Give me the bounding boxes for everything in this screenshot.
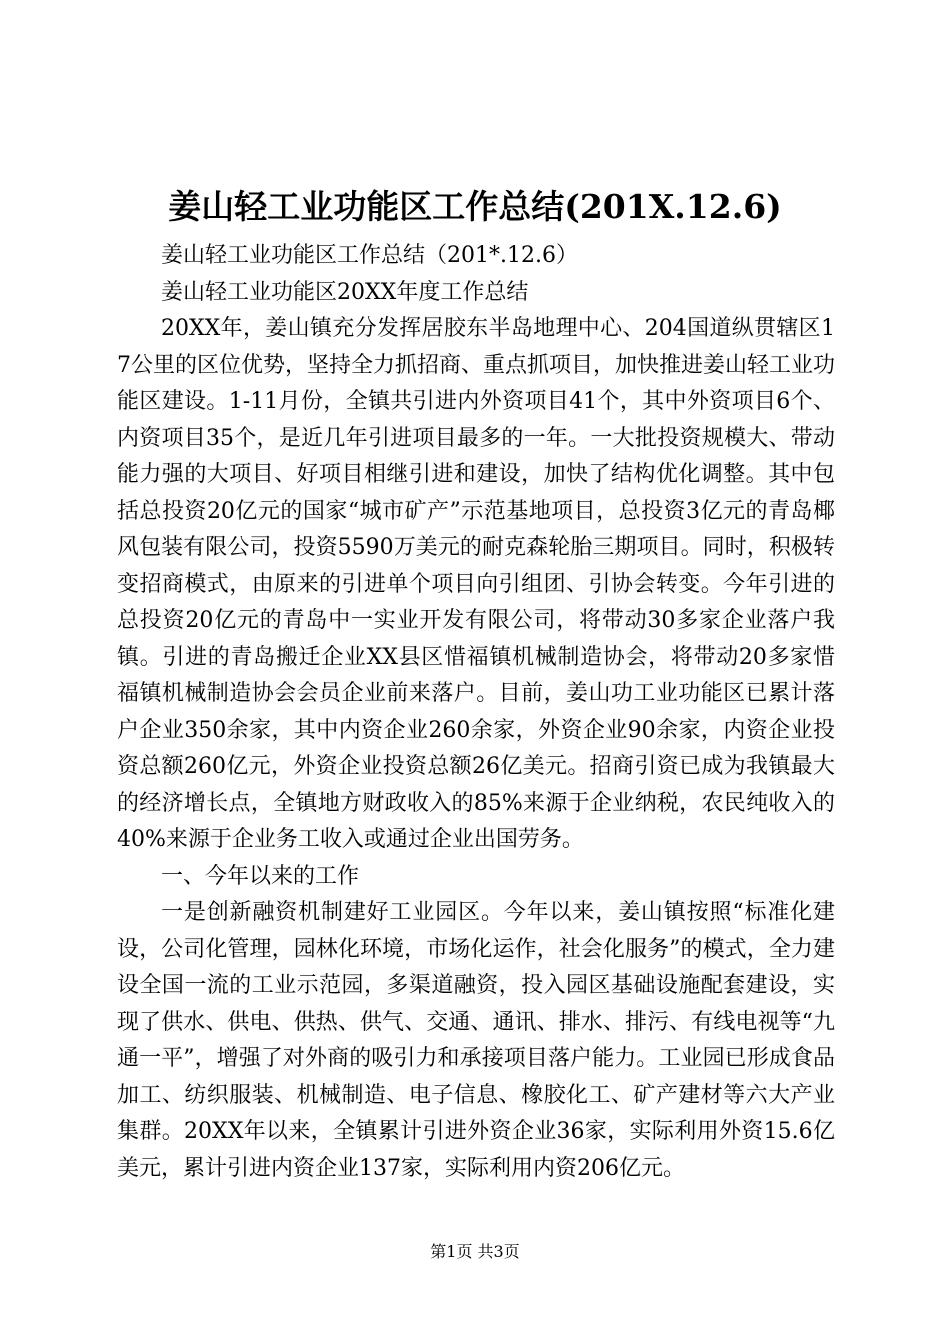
subtitle-paragraph: 姜山轻工业功能区工作总结（201*.12.6） [161, 243, 578, 268]
body-paragraph: 20XX年，姜山镇充分发挥居胶东半岛地理中心、204国道纵贯辖区17公里的区位优势，坚持全力抓招商、重点抓项目，加快推进姜山轻工业功能区建设。1-11月份，全镇共引进内外资项目41个，其中外资项目6个、内资项目35个，是近几年引进项目最多的一年。一大批投资规模大、带动能力强的大项目、好项目相继引进和建设，加快了结构优化调整。其中包括总投资20亿元的国家“城市矿产”示范基地项目，总投资3亿元的青岛椰风包装有限公司，投资5590万美元的耐克森轮胎三期项目。同时，积极转变招商模式，由原来的引进单个项目向引组团、引协会转变。今年引进的总投资20亿元的青岛中一实业开发有限公司，将带动30多家企业落户我镇。引进的青岛搬迁企业XX县区惜福镇机械制造协会，将带动20多家惜福镇机械制造协会会员企业前来落户。目前，姜山功工业功能区已累计落户企业350余家，其中内资企业260余家，外资企业90余家，内资企业投资总额260亿元，外资企业投资总额26亿美元。招商引资已成为我镇最大的经济增长点，全镇地方财政收入的85%来源于企业纳税，农民纯收入的40%来源于企业务工收入或通过企业出国劳务。 [117, 316, 835, 852]
document-title: 姜山轻工业功能区工作总结(201X.12.6) [168, 187, 782, 226]
section-heading: 一、今年以来的工作 [161, 863, 360, 889]
subtitle-paragraph: 姜山轻工业功能区20XX年度工作总结 [161, 279, 529, 305]
page-number-footer: 第1页 共3页 [430, 1242, 520, 1261]
document-body [117, 238, 835, 1187]
body-paragraph: 一是创新融资机制建好工业园区。今年以来，姜山镇按照“标准化建设，公司化管理，园林化环境，市场化运作，社会化服务”的模式，全力建设全国一流的工业示范园，多渠道融资，投入园区基础设施配套建设，实现了供水、供电、供热、供气、交通、通讯、排水、排污、有线电视等“九通一平”，增强了对外商的吸引力和承接项目落户能力。工业园已形成食品加工、纺织服装、机械制造、电子信息、橡胶化工、矿产建材等六大产业集群。20XX年以来，全镇累计引进外资企业36家，实际利用外资15.6亿美元，累计引进内资企业137家，实际利用内资206亿元。 [117, 900, 835, 1181]
